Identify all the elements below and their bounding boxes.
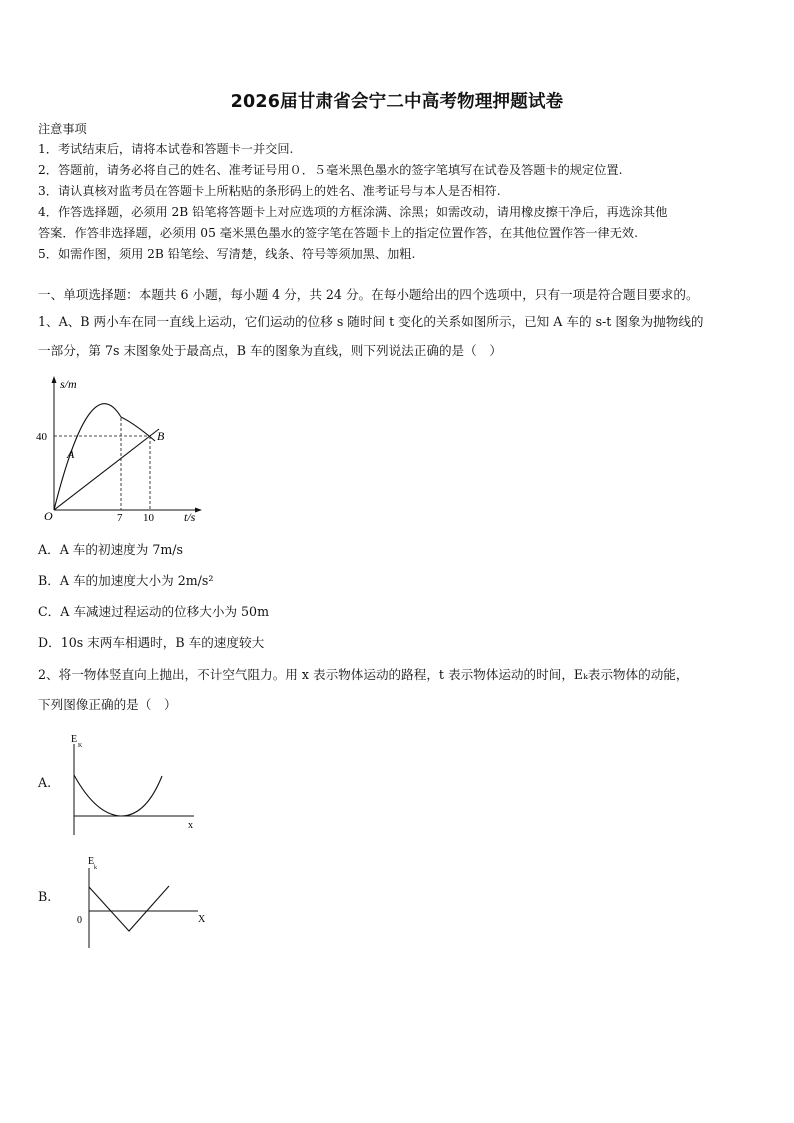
q1-option-a: A．A 车的初速度为 7m/s — [38, 542, 184, 557]
q2-option-a-label: A. — [38, 775, 52, 790]
line-b-label: B — [157, 429, 165, 443]
ek-axis-label: E — [88, 856, 95, 867]
section-heading: 一、单项选择题：本题共 6 小题，每小题 4 分，共 24 分。在每小题给出的四个选项中，只有一项是符合题目要求的。 — [38, 287, 699, 302]
question-1-line-1: 1、A、B 两小车在同一直线上运动，它们运动的位移 s 随时间 t 变化的关系如图所示，已知 A 车的 s-t 图象为抛物线的 — [38, 314, 704, 329]
x-tick-7: 7 — [117, 512, 123, 524]
t-axis-arrow-icon — [195, 508, 202, 513]
ek-axis-subscript: k — [94, 865, 97, 871]
origin-label: 0 — [77, 915, 82, 926]
notice-heading: 注意事项 — [38, 122, 87, 136]
notice-item-4: 4．作答选择题，必须用 2B 铅笔将答题卡上对应选项的方框涂满、涂黑；如需改动，请用橡皮擦干净后，再选涂其他 — [38, 205, 668, 219]
t-axis-label: t/s — [184, 510, 196, 524]
q1-option-b: B．A 车的加速度大小为 2m/s² — [38, 573, 214, 588]
y-tick-40: 40 — [36, 431, 47, 443]
page-title: 2026届甘肃省会宁二中高考物理押题试卷 — [230, 92, 564, 112]
q2-option-b-graph — [74, 850, 214, 952]
line-b — [54, 429, 159, 510]
q2-option-a-graph — [66, 730, 206, 840]
s-axis-label: s/m — [60, 377, 77, 391]
ek-curve — [74, 775, 162, 816]
ek-axis-label: E — [71, 734, 78, 745]
notice-item-5: 5．如需作图，须用 2B 铅笔绘、写清楚，线条、符号等须加黑、加粗. — [38, 247, 416, 261]
question-1-st-graph — [30, 372, 210, 532]
question-2-line-1: 2、将一物体竖直向上抛出，不计空气阻力。用 x 表示物体运动的路程，t 表示物体运动的时间，Eₖ表示物体的动能， — [38, 667, 689, 682]
notice-item-3: 3．请认真核对监考员在答题卡上所粘贴的条形码上的姓名、准考证号与本人是否相符. — [38, 184, 501, 198]
s-axis-arrow-icon — [52, 376, 57, 383]
q1-option-c: C．A 车减速过程运动的位移大小为 50m — [38, 604, 270, 619]
curve-a-label: A — [67, 447, 75, 461]
ek-axis-subscript: K — [78, 743, 83, 749]
ek-polyline — [89, 886, 169, 931]
x-axis-label: X — [198, 914, 206, 925]
notice-item-2: 2．答题前，请务必将自己的姓名、准考证号用０．５毫米黑色墨水的签字笔填写在试卷及答题卡的规定位置. — [38, 163, 623, 177]
q2-option-b-label: B. — [38, 889, 52, 904]
x-tick-10: 10 — [143, 512, 154, 524]
question-2-line-2: 下列图像正确的是（ ） — [38, 697, 177, 712]
origin-label: O — [44, 509, 53, 523]
x-axis-label: x — [188, 820, 193, 831]
question-1-line-2: 一部分，第 7s 末图象处于最高点，B 车的图象为直线，则下列说法正确的是（ ） — [38, 343, 502, 358]
notice-item-1: 1．考试结束后，请将本试卷和答题卡一并交回. — [38, 142, 294, 156]
notice-item-4-cont: 答案．作答非选择题，必须用 05 毫米黑色墨水的签字笔在答题卡上的指定位置作答，在其他位置作答一律无效. — [38, 226, 638, 240]
q1-option-d: D．10s 末两车相遇时，B 车的速度较大 — [38, 635, 265, 650]
